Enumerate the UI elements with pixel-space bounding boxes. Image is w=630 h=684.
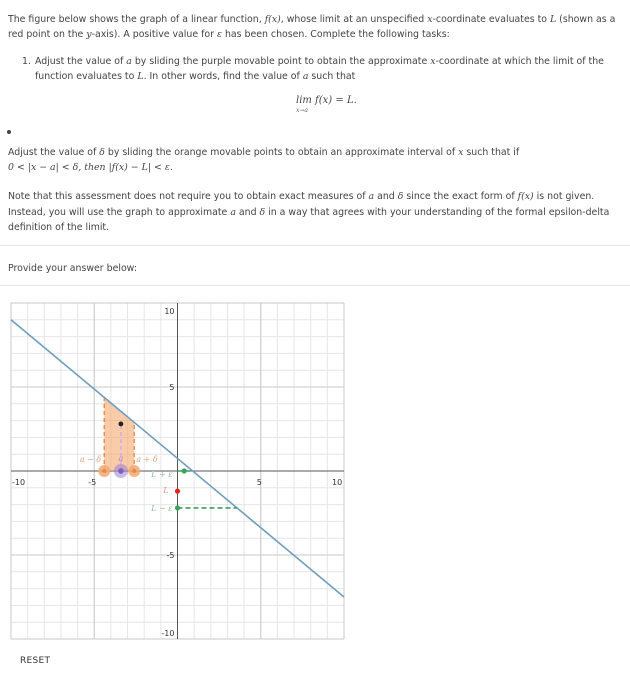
- x-tick-label: 10: [332, 478, 343, 487]
- intro-paragraph: The figure below shows the graph of a linear function, f(x), whose limit at an unspecified x-coordinate evaluates to L (shown as a red point on the y-axis). A positive value for ε has been chosen. Complete the following tasks:: [8, 14, 616, 40]
- limit-expression: lim f(x) = L. x→a: [296, 95, 357, 114]
- y-tick-label: -10: [161, 629, 175, 638]
- l-minus-epsilon-label: L − ε: [151, 503, 173, 513]
- epsilon-point: [182, 468, 187, 473]
- l-plus-epsilon-label: L + ε: [151, 470, 173, 479]
- note-paragraph: Note that this assessment does not require you to obtain exact measures of a and δ since the exact form of f(x) is not given. Instead, you will use the graph to approximate a and δ in a way that agrees with your understanding of the formal epsilon-delta definition of the limit.: [8, 191, 610, 233]
- a-plus-delta-label: a + δ: [136, 455, 158, 464]
- delta-handle-dot: [132, 469, 136, 473]
- task-2-text: Adjust the value of δ by sliding the orange movable points to obtain an approximate interval of x such that if: [8, 147, 520, 158]
- y-tick-label: -5: [166, 551, 175, 560]
- task-1-number: 1.: [22, 56, 31, 67]
- limit-subscript: x→a: [296, 107, 308, 114]
- y-tick-label: 10: [164, 307, 175, 316]
- x-tick-label: 5: [256, 478, 262, 487]
- delta-handle-dot: [102, 469, 106, 473]
- curve-point: [118, 422, 123, 427]
- epsilon-delta-condition: 0 < |x − a| < δ, then |f(x) − L| < ε.: [8, 162, 173, 173]
- l-label: L: [163, 486, 169, 496]
- y-tick-label: 5: [169, 383, 175, 392]
- epsilon-point: [175, 505, 180, 510]
- a-minus-delta-label: a − δ: [79, 455, 102, 464]
- limit-point: [175, 489, 180, 494]
- a-handle-dot: [118, 468, 124, 474]
- x-tick-label: -10: [12, 478, 26, 487]
- a-label: a: [118, 454, 124, 463]
- answer-prompt: Provide your answer below:: [8, 263, 137, 274]
- reset-button[interactable]: RESET: [20, 656, 51, 666]
- x-tick-label: -5: [88, 478, 97, 487]
- task-1-text: Adjust the value of a by sliding the purple movable point to obtain the approximate x-coordinate at which the limit of the function evaluates to L. In other words, find the value of a such that: [35, 56, 604, 82]
